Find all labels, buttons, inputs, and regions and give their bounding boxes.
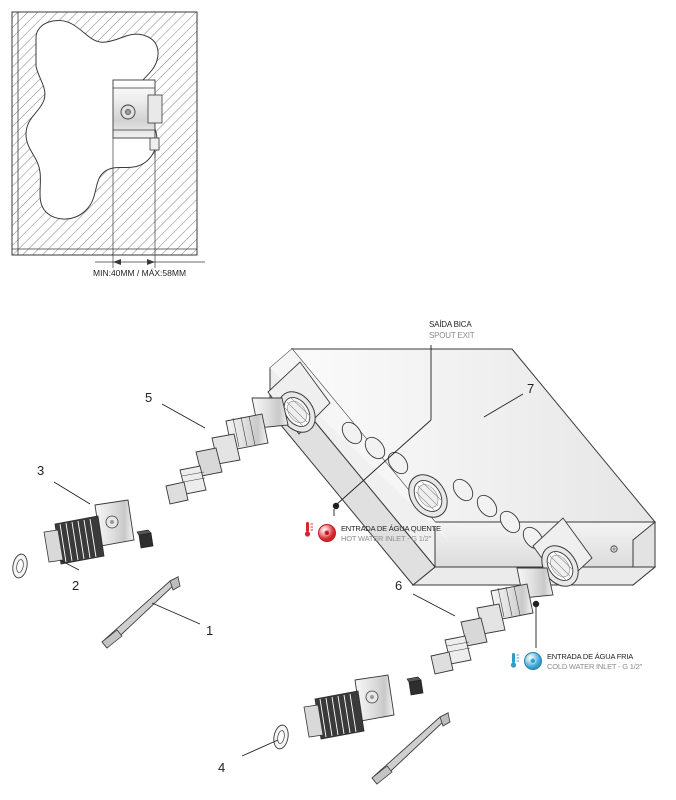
part-number-6: 6: [395, 578, 403, 593]
part-number-2: 2: [72, 578, 80, 593]
callout-spout-exit-subtitle: SPOUT EXIT: [429, 331, 475, 340]
part-number-1: 1: [206, 623, 214, 638]
allen-key-lower: [372, 713, 450, 784]
part-number-5: 5: [145, 390, 153, 405]
part-number-4: 4: [218, 760, 226, 775]
callout-cold-title: ENTRADA DE ÁGUA FRIA: [547, 652, 634, 661]
callout-spout-exit-title: SAÍDA BICA: [429, 320, 472, 329]
extension-lower: [272, 675, 394, 750]
dimension-label: MIN:40MM / MÁX:58MM: [93, 268, 187, 278]
callout-hot-subtitle: HOT WATER INLET - G 1/2": [341, 534, 432, 543]
hot-water-icon: [318, 524, 336, 542]
callout-hot-title: ENTRADA DE ÁGUA QUENTE: [341, 524, 441, 533]
wall-hatch-block: [12, 12, 197, 255]
cartridge-upper: [166, 398, 288, 504]
set-screw-lower: [407, 677, 423, 695]
extension-upper: [11, 500, 134, 579]
set-screw-upper: [137, 530, 153, 548]
manifold-body: [268, 347, 658, 593]
part-number-3: 3: [37, 463, 45, 478]
allen-key-upper: [102, 577, 180, 648]
part-number-7: 7: [527, 381, 535, 396]
cold-water-icon: [524, 652, 542, 670]
callout-cold-subtitle: COLD WATER INLET - G 1/2": [547, 662, 643, 671]
